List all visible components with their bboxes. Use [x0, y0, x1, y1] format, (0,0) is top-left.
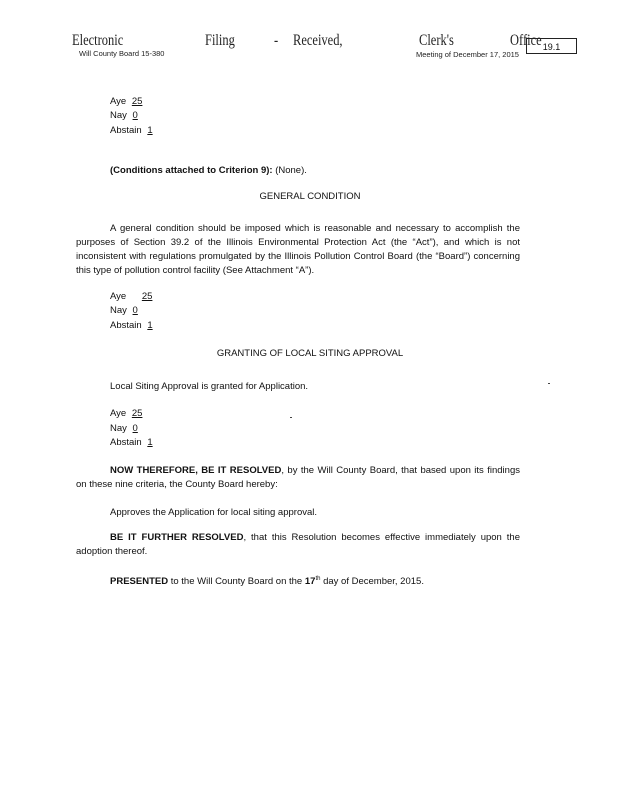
aye-count: 25 — [131, 96, 143, 107]
abstain-count: 1 — [147, 437, 153, 448]
presented-lead: PRESENTED — [110, 576, 169, 588]
vote-abstain-1 — [110, 124, 156, 138]
aye-label: Aye — [110, 291, 127, 302]
stamp-word-received: Received, — [293, 32, 343, 49]
general-condition-text: A general condition should be imposed which is reasonable and necessary to accomplish the purposes of Section 39.2 of the Illinois Environmental Protection Act (the “Act”), and which is not inconsistent with regulations promulgated by the Illinois Pollution Control Board (the “Board”) concerning this type of pollution control facility (See Attachment “A”). — [76, 223, 520, 276]
nay-label: Nay — [110, 110, 127, 121]
nay-count: 0 — [132, 423, 138, 434]
granting-text: Local Siting Approval is granted for Application. — [110, 381, 309, 392]
scan-speck — [290, 417, 292, 418]
resolution-lead: NOW THEREFORE, BE IT RESOLVED — [110, 465, 282, 476]
vote-nay-3 — [110, 422, 141, 436]
vote-abstain-3 — [110, 436, 156, 450]
conditions-line — [110, 164, 307, 178]
vote-aye-3 — [110, 407, 145, 421]
vote-nay-1 — [110, 109, 141, 123]
vote-abstain-2 — [110, 319, 156, 333]
further-resolution-paragraph — [76, 531, 520, 559]
general-condition-paragraph — [76, 222, 520, 278]
presented-day-suffix: th — [315, 576, 321, 582]
abstain-label: Abstain — [110, 437, 142, 448]
presented-line — [110, 572, 424, 589]
nay-label: Nay — [110, 305, 127, 316]
general-condition-heading: GENERAL CONDITION — [259, 191, 361, 202]
resolution-paragraph — [76, 464, 520, 492]
conditions-value: (None). — [275, 165, 307, 176]
vote-aye-1 — [110, 95, 145, 109]
stamp-word-office: Office — [510, 32, 542, 49]
meeting-date: Meeting of December 17, 2015 — [416, 50, 519, 59]
granting-heading: GRANTING OF LOCAL SITING APPROVAL — [216, 348, 404, 359]
nay-label: Nay — [110, 423, 127, 434]
aye-label: Aye — [110, 408, 127, 419]
scan-speck — [548, 383, 550, 384]
page-number-box: 19.1 — [526, 38, 577, 54]
abstain-count: 1 — [147, 320, 153, 331]
presented-end: day of December, 2015. — [320, 576, 424, 588]
nay-count: 0 — [132, 305, 138, 316]
presented-text: to the Will County Board on the — [168, 576, 305, 588]
stamp-word-filing: Filing — [205, 32, 235, 49]
aye-count: 25 — [141, 291, 153, 302]
approval-statement: Approves the Application for local siting approval. — [110, 507, 318, 518]
abstain-label: Abstain — [110, 125, 142, 136]
nay-count: 0 — [132, 110, 138, 121]
presented-day: 17 — [304, 576, 316, 588]
resolution-text: , by the Will County Board, that based upon its findings on these nine criteria, the County Board hereby: — [76, 465, 520, 490]
further-resolution-lead: BE IT FURTHER RESOLVED — [110, 532, 244, 543]
stamp-word-dash: - — [274, 32, 279, 49]
aye-label: Aye — [110, 96, 127, 107]
aye-count: 25 — [131, 408, 143, 419]
conditions-label: (Conditions attached to Criterion 9): — [110, 165, 273, 176]
abstain-label: Abstain — [110, 320, 142, 331]
vote-nay-2 — [110, 304, 141, 318]
vote-aye-2 — [110, 290, 155, 304]
stamp-word-electronic: Electronic — [72, 32, 124, 49]
board-reference: Will County Board 15-380 — [79, 49, 165, 58]
abstain-count: 1 — [147, 125, 153, 136]
further-resolution-text: , that this Resolution becomes effective immediately upon the adoption thereof. — [76, 532, 520, 557]
stamp-word-clerks: Clerk's — [419, 32, 454, 49]
